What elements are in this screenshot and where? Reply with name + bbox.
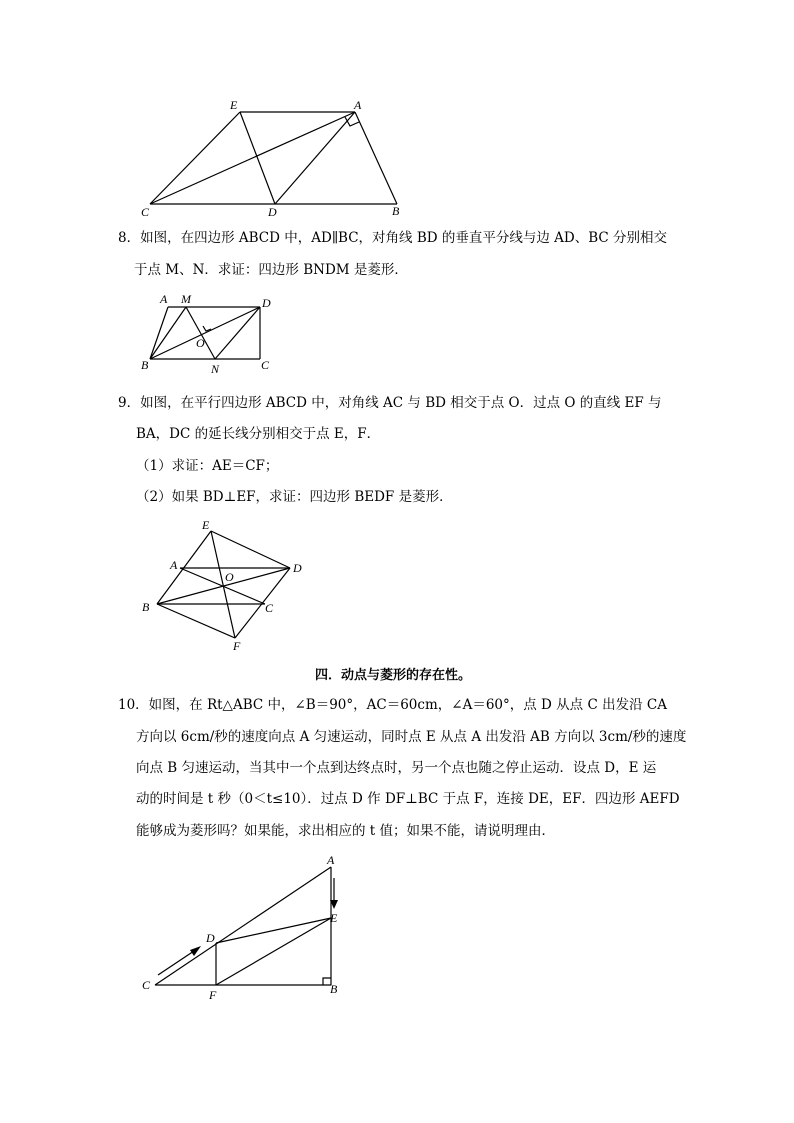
label-E: E — [230, 98, 238, 112]
label-A: A — [170, 558, 178, 572]
label-B: B — [330, 982, 338, 996]
question-9-line1: 9．如图，在平行四边形 ABCD 中，对角线 AC 与 BD 相交于点 O．过点 O 的直线 EF 与 — [118, 395, 662, 411]
question-9-line2: BA，DC 的延长线分别相交于点 E，F． — [136, 426, 381, 442]
figure-q7-lines — [150, 112, 397, 204]
label-C: C — [261, 358, 270, 372]
question-10-line4: 动的时间是 t 秒（0＜t≤10）．过点 D 作 DF⊥BC 于点 F，连接 DE，EF．四边形 AEFD — [136, 791, 680, 807]
question-10-line5: 能够成为菱形吗？如果能，求出相应的 t 值；如果不能，请说明理由． — [136, 823, 556, 839]
label-D: D — [293, 561, 302, 575]
question-10-line1: 10．如图，在 Rt△ABC 中，∠B＝90°，AC＝60cm，∠A＝60°，点 D 从点 C 出发沿 CA — [118, 697, 667, 713]
label-O: O — [225, 570, 234, 584]
label-F: F — [209, 988, 217, 1002]
figure-q9-lines — [157, 531, 290, 638]
label-E: E — [202, 518, 210, 532]
label-M: M — [181, 292, 191, 306]
label-A: A — [327, 853, 335, 867]
figure-q8 — [140, 290, 280, 380]
question-10-line3: 向点 B 匀速运动，当其中一个点到达终点时，另一个点也随之停止运动．设点 D，E 运 — [136, 760, 657, 776]
figure-q10 — [135, 850, 355, 1010]
figure-q9 — [135, 515, 315, 655]
figure-q8-lines — [150, 307, 260, 359]
label-C: C — [265, 601, 274, 615]
question-8-line1: 8．如图，在四边形 ABCD 中，AD∥BC，对角线 BD 的垂直平分线与边 AD、BC 分别相交 — [118, 230, 668, 246]
label-C: C — [141, 205, 150, 219]
label-A: A — [160, 292, 168, 306]
section-title: 四．动点与菱形的存在性。 — [315, 668, 472, 683]
label-C: C — [142, 978, 151, 992]
label-D: D — [206, 931, 215, 945]
label-F: F — [233, 639, 241, 653]
label-D: D — [262, 296, 271, 310]
question-10-line2: 方向以 6cm/秒的速度向点 A 匀速运动，同时点 E 从点 A 出发沿 AB 方向以 3cm/秒的速度 — [136, 729, 687, 745]
label-D: D — [268, 205, 277, 219]
label-B: B — [392, 204, 400, 218]
figure-q7 — [135, 95, 415, 225]
figure-q10-lines — [155, 867, 338, 985]
label-E: E — [330, 911, 338, 925]
question-9-sub1: （1）求证：AE＝CF； — [136, 458, 279, 474]
label-B: B — [141, 358, 149, 372]
question-8-line2: 于点 M、N．求证：四边形 BNDM 是菱形． — [134, 262, 408, 278]
label-N: N — [211, 362, 220, 376]
label-A: A — [354, 98, 362, 112]
label-B: B — [142, 600, 150, 614]
label-O: O — [196, 336, 205, 350]
question-9-sub2: （2）如果 BD⊥EF，求证：四边形 BEDF 是菱形． — [136, 489, 453, 505]
